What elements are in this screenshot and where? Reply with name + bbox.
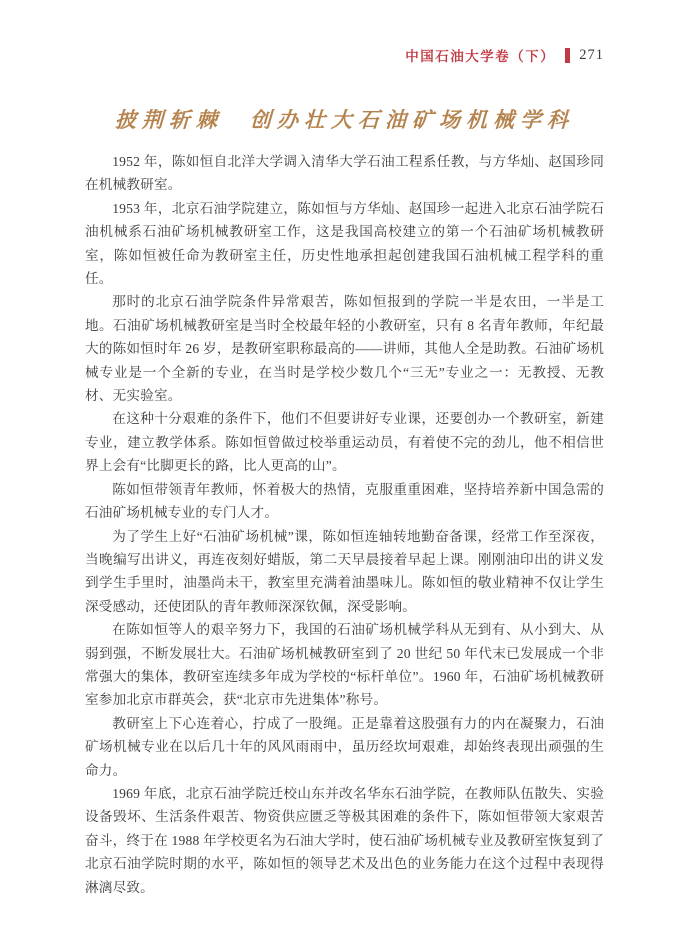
paragraph-6: 为了学生上好“石油矿场机械”课，陈如恒连轴转地勤奋备课，经常工作至深夜，当晚编写出讲义，再连夜刻好蜡版，第二天早晨接着早起上课。刚刚油印出的讲义发到学生手里时，油墨尚未干，教室里充满着油墨味儿。陈如恒的敬业精神不仅让学生深受感动，还使团队的青年教师深深钦佩，深受影响。 [85, 528, 604, 614]
chapter-title: 披荆斩棘 创办壮大石油矿场机械学科 [114, 108, 575, 132]
paragraph-8: 教研室上下心连着心，拧成了一股绳。正是靠着这股强有力的内在凝聚力，石油矿场机械专业在以后几十年的风风雨雨中，虽历经坎坷艰难，却始终表现出顽强的生命力。 [85, 715, 604, 778]
article-body [85, 150, 604, 899]
paragraph-9: 1969 年底，北京石油学院迁校山东并改名华东石油学院，在教师队伍散失、实验设备毁坏、生活条件艰苦、物资供应匮乏等极其困难的条件下，陈如恒带领大家艰苦奋斗，终于在 1988 年学校更名为石油大学时，使石油矿场机械专业及教研室恢复到了北京石油学院时期的水平，陈如恒的领导艺术及出色的业务能力在这个过程中表现得淋漓尽致。 [85, 785, 604, 895]
paragraph-1: 1952 年，陈如恒自北洋大学调入清华大学石油工程系任教，与方华灿、赵国珍同在机械教研室。 [85, 154, 604, 193]
running-header [85, 46, 604, 64]
paragraph-5: 陈如恒带领青年教师，怀着极大的热情，克服重重困难，坚持培养新中国急需的石油矿场机械专业的专门人才。 [85, 481, 604, 521]
header-divider-bar [565, 48, 570, 63]
paragraph-3: 那时的北京石油学院条件异常艰苦，陈如恒报到的学院一半是农田，一半是工地。石油矿场机械教研室是当时全校最年轻的小教研室，只有 8 名青年教师，年纪最大的陈如恒时年 26 岁，是教研室职称最高的——讲师，其他人全是助教。石油矿场机械专业是一个全新的专业，在当时是学校少数几个“三无”专业之一：无教授、无教材、无实验室。 [85, 294, 604, 404]
paragraph-7: 在陈如恒等人的艰辛努力下，我国的石油矿场机械学科从无到有、从小到大、从弱到强，不断发展壮大。石油矿场机械教研室到了 20 世纪 50 年代末已发展成一个非常强大的集体，教研室连续多年成为学校的“标杆单位”。1960 年，石油矿场机械教研室参加北京市群英会，获“北京市先进集体”称号。 [85, 622, 604, 708]
paragraph-4: 在这种十分艰难的条件下，他们不但要讲好专业课，还要创办一个教研室，新建专业，建立教学体系。陈如恒曾做过校举重运动员，有着使不完的劲儿，他不相信世界上会有“比脚更长的路，比人更高的山”。 [85, 411, 604, 474]
page-number: 271 [579, 46, 604, 63]
running-head-book-title: 中国石油大学卷（下） [405, 49, 556, 64]
paragraph-2: 1953 年，北京石油学院建立，陈如恒与方华灿、赵国珍一起进入北京石油学院石油机械系石油矿场机械教研室工作，这是我国高校建立的第一个石油矿场机械教研室，陈如恒被任命为教研室主任，历史性地承担起创建我国石油机械工程学科的重任。 [85, 200, 604, 287]
